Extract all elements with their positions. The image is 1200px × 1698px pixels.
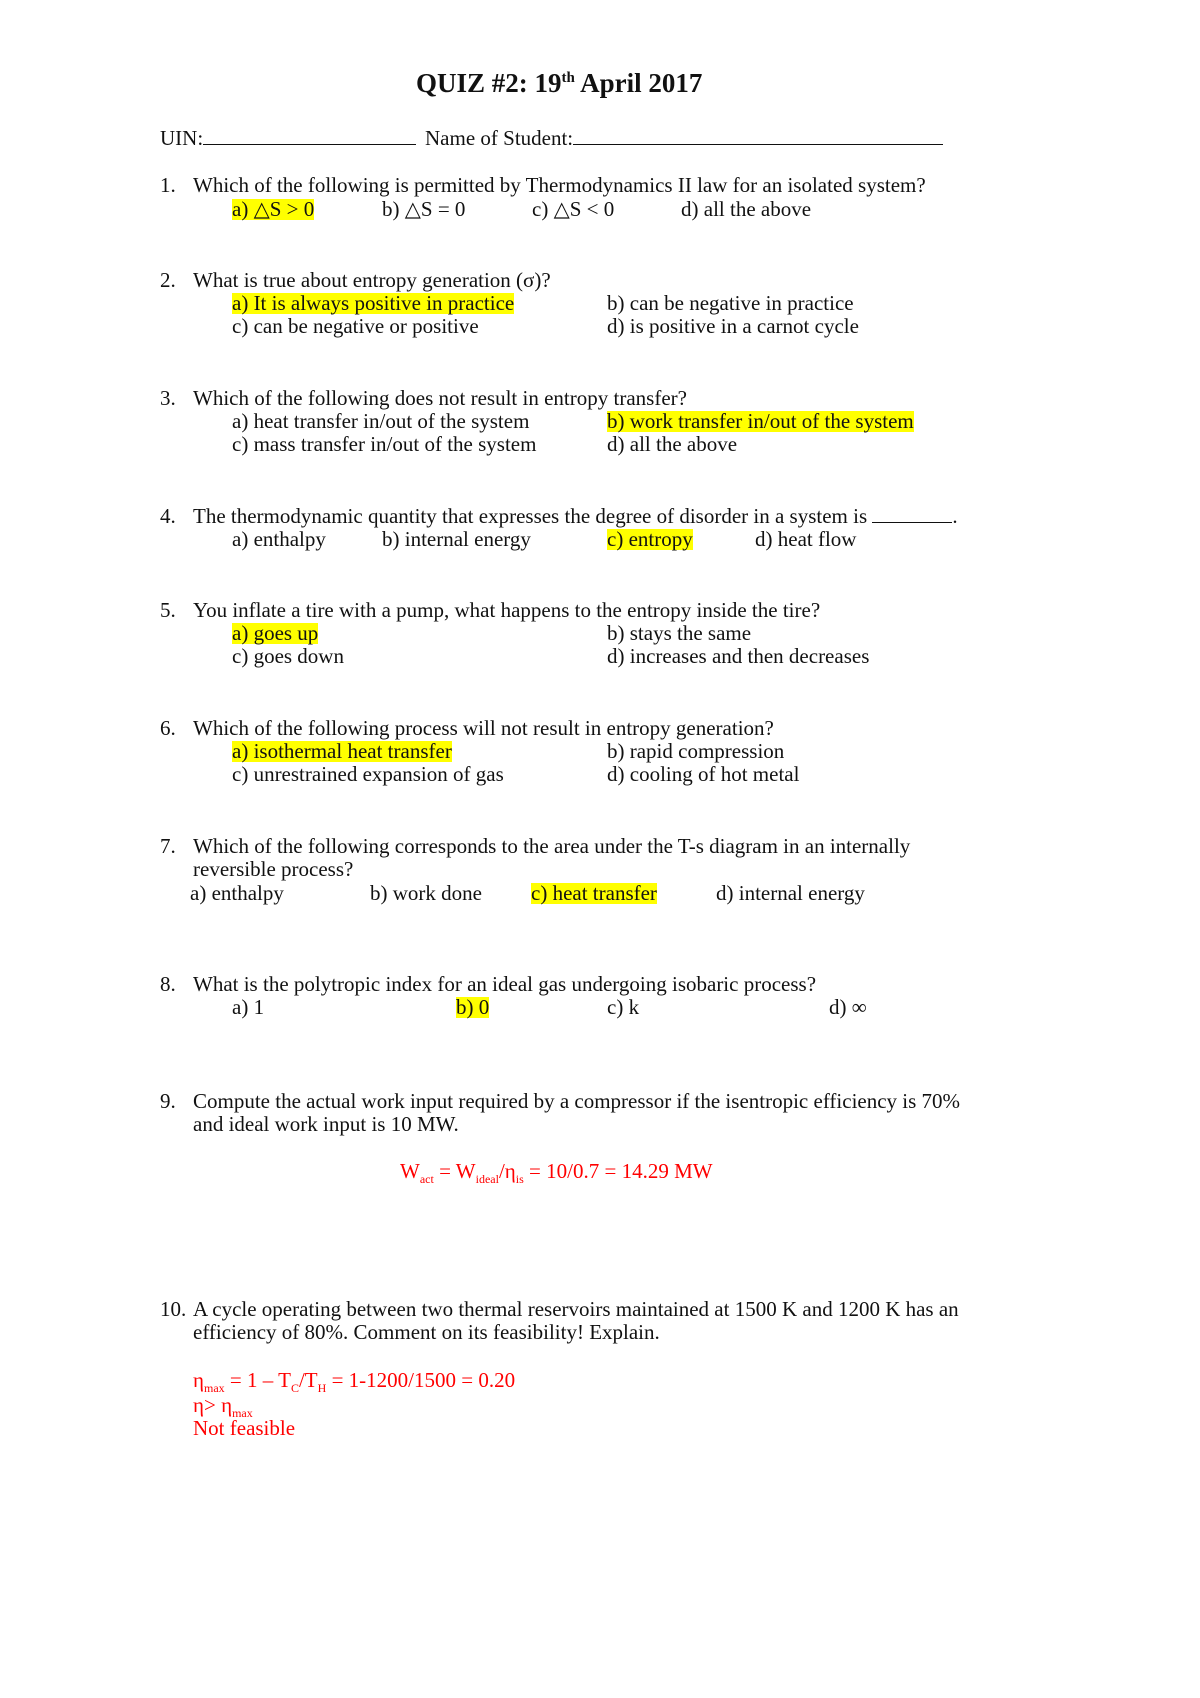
answer-option: d) heat flow xyxy=(755,527,857,551)
answer-option: d) increases and then decreases xyxy=(607,644,870,668)
question-number: 2. xyxy=(160,268,176,292)
question-text: The thermodynamic quantity that expresses the degree of disorder in a system is . xyxy=(193,504,958,528)
answer-option: b) stays the same xyxy=(607,621,752,645)
page-title: QUIZ #2: 19th April 2017 xyxy=(416,68,703,98)
question-number: 6. xyxy=(160,716,176,740)
answer-blank xyxy=(872,506,952,523)
uin-blank xyxy=(203,126,416,145)
uin-label: UIN: xyxy=(160,126,204,150)
answer-option: b) internal energy xyxy=(382,527,531,551)
question-text-cont: and ideal work input is 10 MW. xyxy=(193,1112,459,1136)
worked-answer-line: $\eta> \eta_{max}$ xyxy=(193,1393,253,1421)
answer-option-correct: b) 0 xyxy=(456,995,490,1019)
question-number: 10. xyxy=(160,1297,187,1321)
question-number: 8. xyxy=(160,972,176,996)
question-number: 4. xyxy=(160,504,176,528)
answer-option: d) all the above xyxy=(607,432,738,456)
worked-answer-conclusion: Not feasible xyxy=(193,1416,296,1440)
answer-option: a) enthalpy xyxy=(190,881,284,905)
answer-option: a) heat transfer in/out of the system xyxy=(232,409,530,433)
question-text: Which of the following is permitted by Thermodynamics II law for an isolated system? xyxy=(193,173,926,197)
worked-answer-line: $\eta_{max} = 1 - T_C/T_H = 1-1200/1500 = 0.20$ xyxy=(193,1368,516,1396)
answer-option-correct: c) heat transfer xyxy=(531,881,657,905)
answer-option: b) rapid compression xyxy=(607,739,785,763)
answer-option-correct: a) It is always positive in practice xyxy=(232,291,515,315)
question-text: What is true about entropy generation (σ)? xyxy=(193,268,551,292)
answer-option: b) △S = 0 xyxy=(382,197,466,221)
answer-option: d) ∞ xyxy=(829,995,867,1019)
question-text: A cycle operating between two thermal reservoirs maintained at 1500 K and 1200 K has an xyxy=(193,1297,959,1321)
answer-option: d) cooling of hot metal xyxy=(607,762,800,786)
answer-option: a) enthalpy xyxy=(232,527,326,551)
name-field xyxy=(425,126,943,149)
question-number: 3. xyxy=(160,386,176,410)
answer-option-correct: a) △S > 0 xyxy=(232,197,315,221)
question-text: Compute the actual work input required by a compressor if the isentropic efficiency is 70% xyxy=(193,1089,961,1113)
question-text: What is the polytropic index for an ideal gas undergoing isobaric process? xyxy=(193,972,817,996)
answer-option: b) can be negative in practice xyxy=(607,291,854,315)
answer-option-correct: c) entropy xyxy=(607,527,693,551)
answer-option: c) can be negative or positive xyxy=(232,314,479,338)
name-blank xyxy=(573,126,943,145)
question-text-cont: efficiency of 80%. Comment on its feasibility! Explain. xyxy=(193,1320,660,1344)
question-number: 5. xyxy=(160,598,176,622)
question-number: 1. xyxy=(160,173,176,197)
answer-option: c) mass transfer in/out of the system xyxy=(232,432,537,456)
answer-option-correct: b) work transfer in/out of the system xyxy=(607,409,914,433)
answer-option: c) k xyxy=(607,995,640,1019)
question-text: Which of the following corresponds to the area under the T-s diagram in an internally xyxy=(193,834,911,858)
question-number: 7. xyxy=(160,834,176,858)
question-text: Which of the following process will not result in entropy generation? xyxy=(193,716,774,740)
name-label: Name of Student: xyxy=(425,126,574,150)
question-number: 9. xyxy=(160,1089,176,1113)
answer-option: a) 1 xyxy=(232,995,265,1019)
question-text: Which of the following does not result in entropy transfer? xyxy=(193,386,687,410)
answer-option: c) goes down xyxy=(232,644,344,668)
question-text-cont: reversible process? xyxy=(193,857,354,881)
answer-option: c) unrestrained expansion of gas xyxy=(232,762,504,786)
answer-option: c) △S < 0 xyxy=(532,197,615,221)
answer-option-correct: a) isothermal heat transfer xyxy=(232,739,452,763)
question-text: You inflate a tire with a pump, what happens to the entropy inside the tire? xyxy=(193,598,821,622)
uin-field xyxy=(160,126,416,149)
answer-option: d) internal energy xyxy=(716,881,865,905)
answer-option-correct: a) goes up xyxy=(232,621,319,645)
worked-answer: $W_{act} = W_{ideal}/\eta_{is} = 10/0.7 = 14.29$ MW xyxy=(400,1159,713,1187)
answer-option: d) all the above xyxy=(681,197,812,221)
answer-option: b) work done xyxy=(370,881,482,905)
answer-option: d) is positive in a carnot cycle xyxy=(607,314,859,338)
